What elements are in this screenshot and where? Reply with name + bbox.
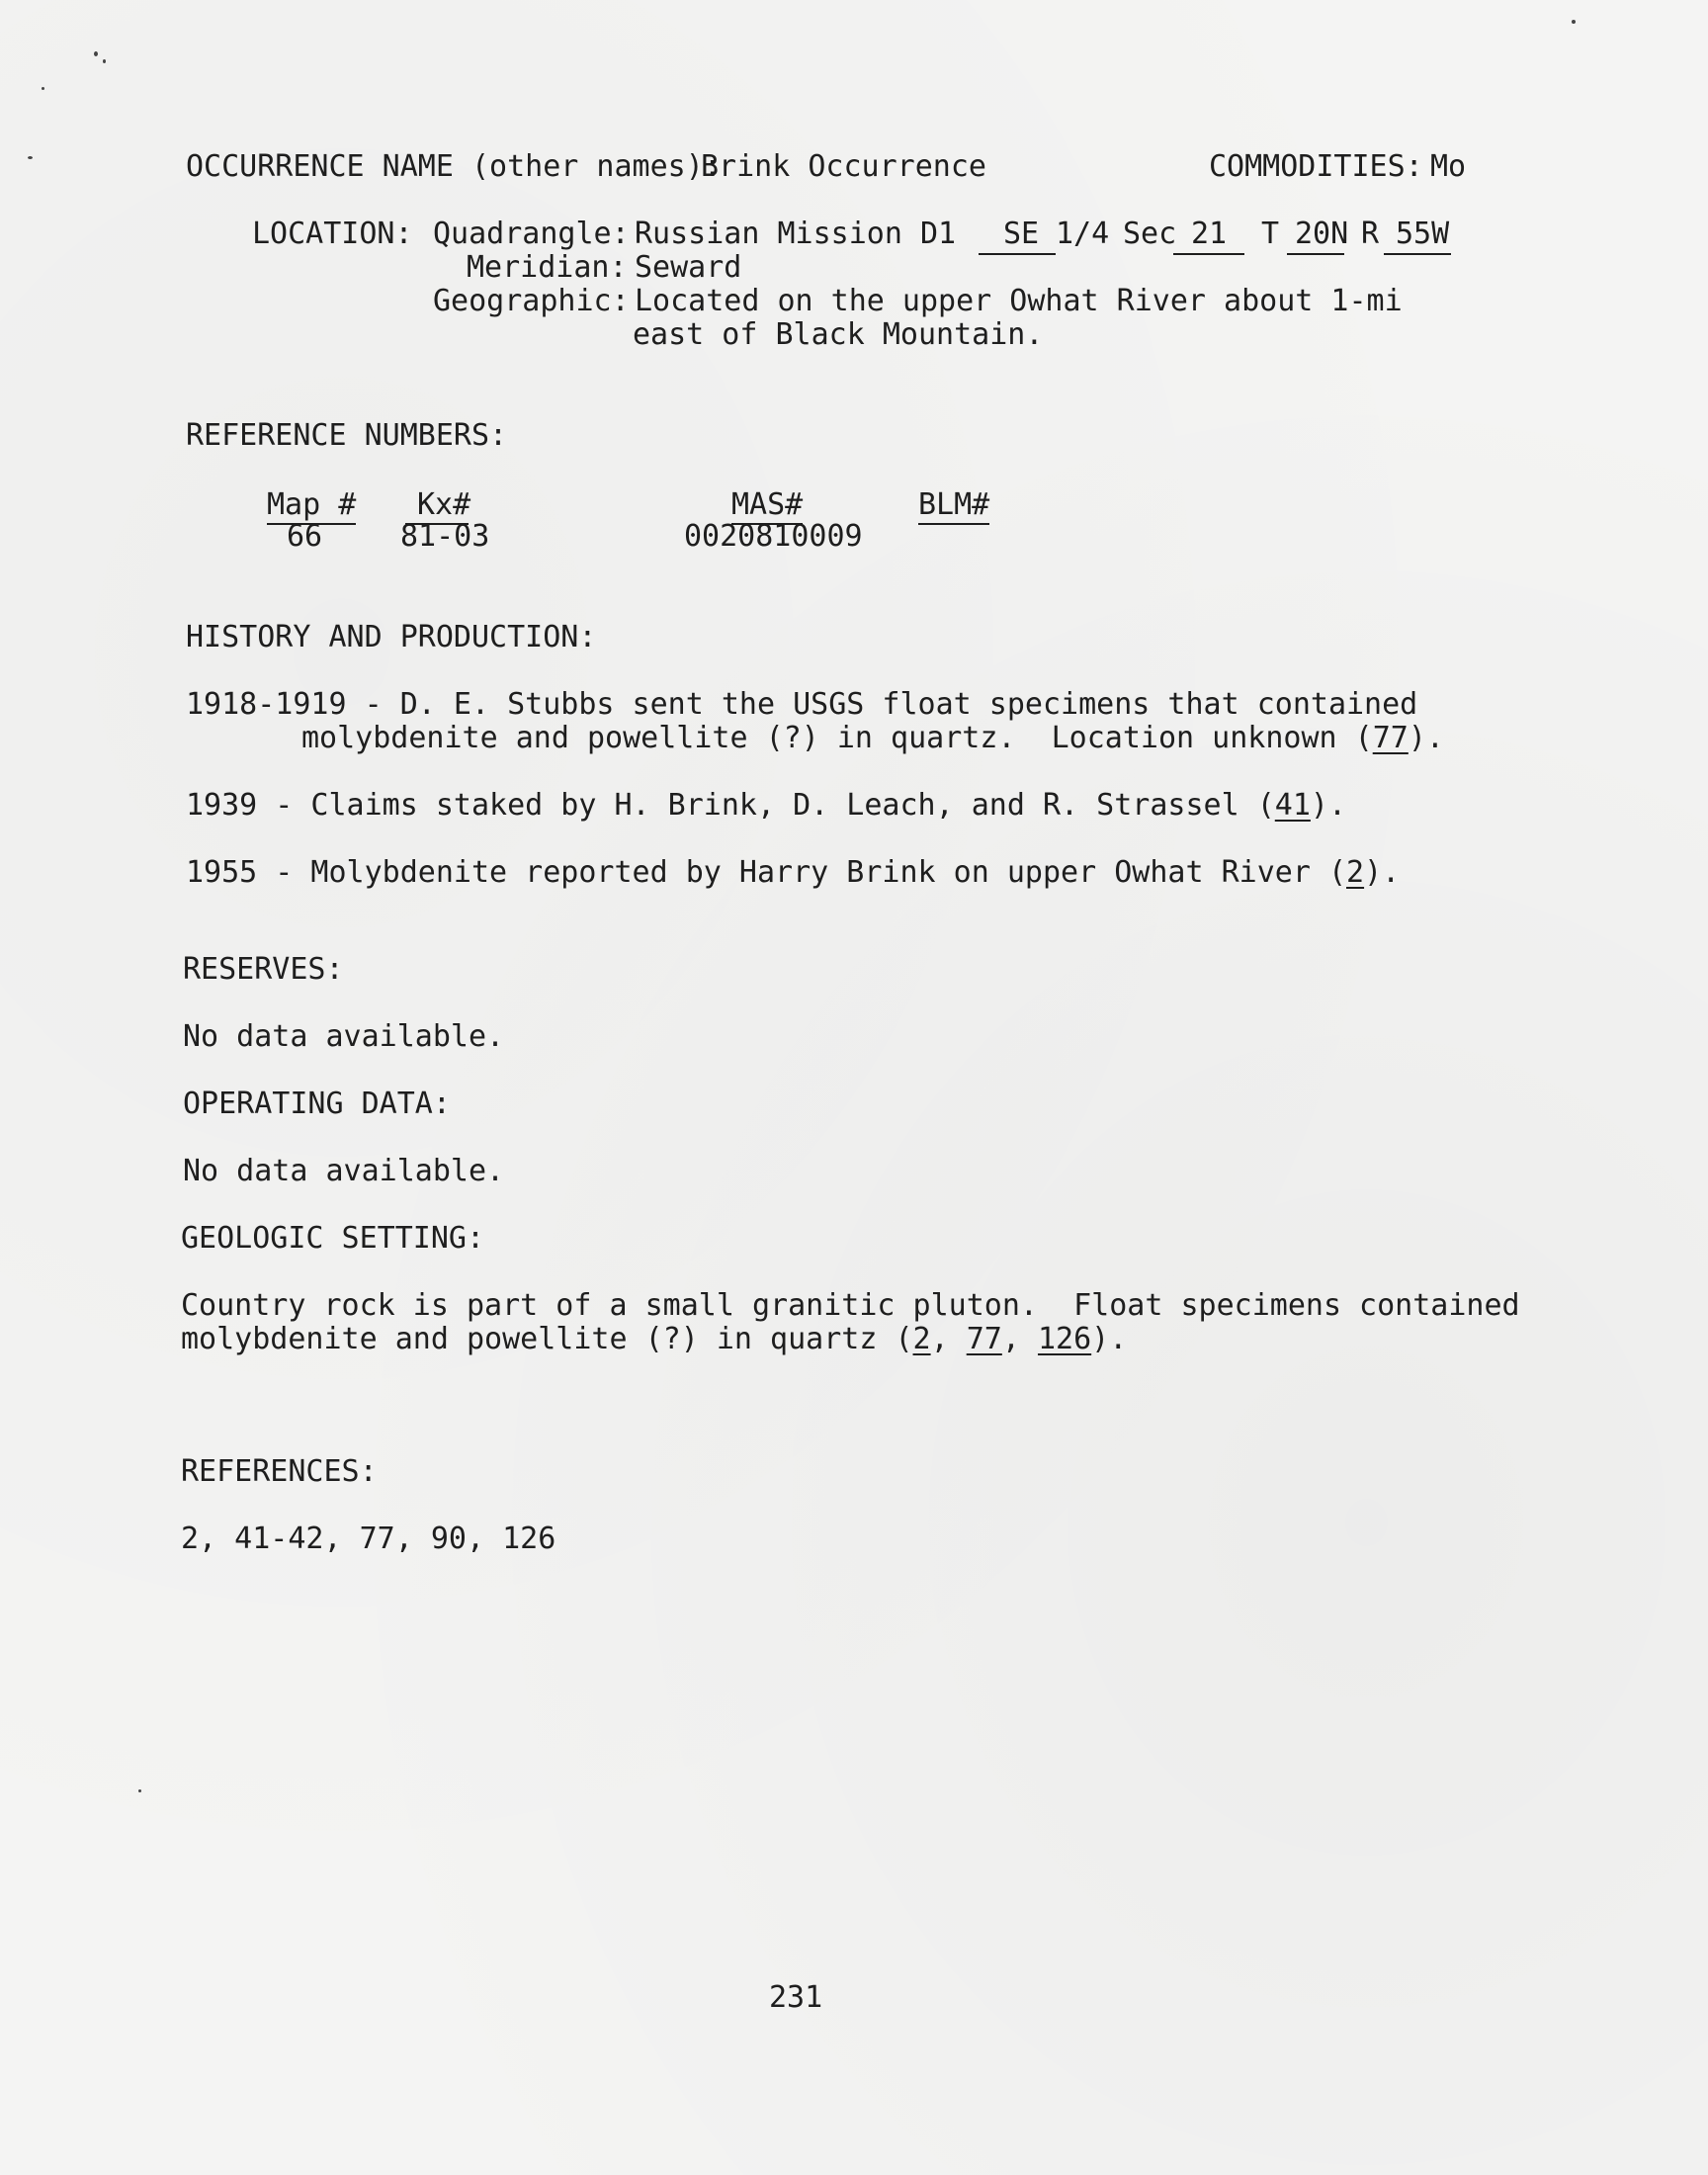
section-blank-line [1173, 253, 1244, 255]
geologic-setting-heading: GEOLOGIC SETTING: [181, 1221, 485, 1256]
geologic-setting-text: molybdenite and powellite (?) in quartz ( [181, 1322, 913, 1356]
geographic-line-2: east of Black Mountain. [633, 317, 1044, 352]
mas-number-label: MAS# [731, 487, 804, 522]
history-entry-3-text: 1955 - Molybdenite reported by Harry Brink on upper Owhat River ( [186, 855, 1346, 890]
township-label: T [1261, 217, 1280, 251]
references-list: 2, 41-42, 77, 90, 126 [181, 1522, 556, 1556]
scan-speck [1572, 20, 1576, 24]
scan-speck [94, 51, 98, 56]
geographic-label: Geographic: [433, 284, 630, 318]
quadrangle-label: Quadrangle: [433, 217, 630, 251]
history-entry-1-line-2 [301, 722, 1444, 755]
section-value: 21 [1191, 217, 1228, 251]
commodities-label: COMMODITIES: [1209, 149, 1423, 184]
township-blank-line [1287, 253, 1344, 255]
history-entry-2-close: ). [1310, 788, 1347, 823]
geologic-close: ). [1091, 1322, 1128, 1356]
range-label: R [1361, 217, 1380, 251]
kx-number-label: Kx# [417, 487, 471, 522]
mas-number-value: 0020810009 [684, 519, 863, 554]
geologic-separator-2: , [1001, 1322, 1038, 1356]
operating-data-text: No data available. [183, 1154, 505, 1188]
reserves-heading: RESERVES: [183, 952, 344, 987]
map-number-label: Map # [267, 487, 357, 522]
history-entry-3-close: ). [1364, 855, 1401, 890]
geologic-reference-2: 77 [966, 1322, 1002, 1356]
meridian-value: Seward [635, 250, 742, 285]
blm-number-underline [918, 523, 989, 525]
quadrangle-value: Russian Mission D1 [635, 217, 957, 251]
history-entry-3-reference: 2 [1346, 855, 1365, 890]
history-entry-3 [186, 856, 1400, 890]
history-entry-2 [186, 789, 1346, 823]
geologic-setting-line-1: Country rock is part of a small granitic pluton. Float specimens contained [181, 1288, 1520, 1323]
quarter-unit: 1/4 [1056, 217, 1110, 251]
reference-numbers-heading: REFERENCE NUMBERS: [186, 418, 508, 453]
history-entry-1-text: molybdenite and powellite (?) in quartz. Location unknown ( [301, 721, 1373, 755]
geologic-reference-1: 2 [912, 1322, 931, 1356]
kx-number-value: 81-03 [400, 519, 490, 554]
scan-speck [138, 1789, 141, 1792]
history-entry-1-line-1: 1918-1919 - D. E. Stubbs sent the USGS float specimens that contained [186, 687, 1418, 722]
scan-speck [28, 156, 33, 159]
geologic-reference-3: 126 [1037, 1322, 1092, 1356]
history-entry-2-reference: 41 [1274, 788, 1311, 823]
occurrence-name-value: Brink Occurrence [701, 149, 986, 184]
location-label: LOCATION: [252, 217, 413, 251]
history-heading: HISTORY AND PRODUCTION: [186, 620, 597, 654]
section-label: Sec [1123, 217, 1177, 251]
blm-number-label: BLM# [918, 487, 990, 522]
history-entry-2-text: 1939 - Claims staked by H. Brink, D. Leach, and R. Strassel ( [186, 788, 1275, 823]
quarter-blank-line [979, 253, 1056, 255]
quarter-value: SE [1003, 217, 1040, 251]
geologic-setting-line-2 [181, 1323, 1127, 1356]
meridian-label: Meridian: [467, 250, 628, 285]
occurrence-name-label: OCCURRENCE NAME (other names): [186, 149, 722, 184]
geologic-separator-1: , [930, 1322, 967, 1356]
reserves-text: No data available. [183, 1019, 505, 1054]
history-entry-1-reference: 77 [1372, 721, 1409, 755]
operating-data-heading: OPERATING DATA: [183, 1087, 451, 1121]
scan-speck [42, 87, 44, 90]
references-heading: REFERENCES: [181, 1454, 378, 1489]
range-value: 55W [1396, 217, 1450, 251]
history-entry-1-close: ). [1408, 721, 1444, 755]
map-number-value: 66 [287, 519, 323, 554]
range-blank-line [1384, 253, 1451, 255]
geographic-line-1: Located on the upper Owhat River about 1-mi [635, 284, 1403, 318]
page-number: 231 [769, 1980, 823, 2015]
scan-speck [103, 59, 106, 63]
township-value: 20N [1295, 217, 1349, 251]
commodities-value: Mo [1430, 149, 1467, 184]
